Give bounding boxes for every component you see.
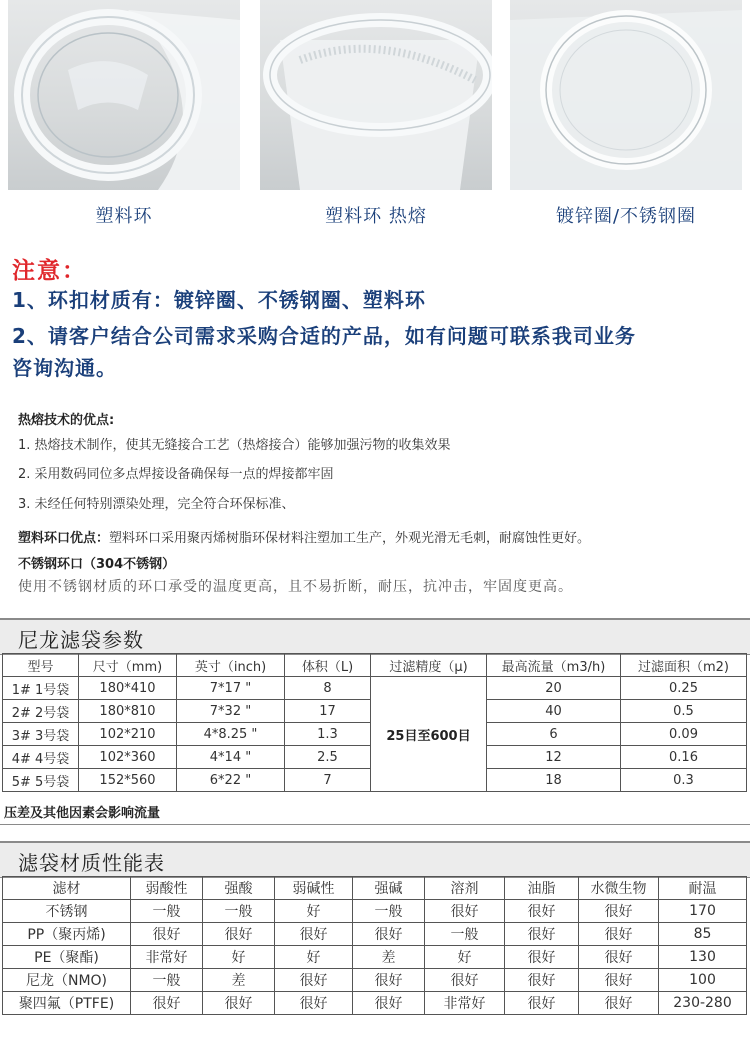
flow-note-row xyxy=(0,796,750,825)
size-cell: 152*560 xyxy=(79,769,177,792)
flow-cell: 20 xyxy=(487,677,621,700)
table-cell: 85 xyxy=(659,923,747,946)
table-cell: 很好 xyxy=(505,946,579,969)
model-cell: 3# 3号袋 xyxy=(3,723,79,746)
table-cell: 好 xyxy=(275,946,353,969)
model-cell: 2# 2号袋 xyxy=(3,700,79,723)
table-cell: 很好 xyxy=(505,992,579,1015)
table-cell: 很好 xyxy=(131,992,203,1015)
column-header: 过滤面积（m2) xyxy=(621,654,747,677)
advantages-title: 热熔技术的优点: xyxy=(18,413,115,428)
table-cell: 很好 xyxy=(353,969,425,992)
plastic-ring-hot-melt-photo xyxy=(260,0,492,190)
column-header: 型号 xyxy=(3,654,79,677)
column-header: 耐温 xyxy=(659,877,747,900)
table-cell: 很好 xyxy=(425,969,505,992)
table-cell: PP（聚丙烯) xyxy=(3,923,131,946)
table-cell: 一般 xyxy=(131,900,203,923)
inch-cell: 7*32 " xyxy=(177,700,285,723)
material-table-title: 滤袋材质性能表 xyxy=(18,851,165,875)
table-cell: 很好 xyxy=(203,923,275,946)
table-cell: 很好 xyxy=(131,923,203,946)
advantage-item: 2. 采用数码同位多点焊接设备确保每一点的焊接都牢固 xyxy=(18,467,334,482)
area-cell: 0.09 xyxy=(621,723,747,746)
table-cell: PE（聚酯) xyxy=(3,946,131,969)
model-cell: 5# 5号袋 xyxy=(3,769,79,792)
column-header: 弱酸性 xyxy=(131,877,203,900)
table-cell: 170 xyxy=(659,900,747,923)
material-performance-table xyxy=(2,876,747,1015)
steel-ring-image xyxy=(510,0,742,190)
table-row xyxy=(3,992,747,1015)
area-cell: 0.16 xyxy=(621,746,747,769)
notice-line-2: 2、请客户结合公司需求采购合适的产品，如有问题可联系我司业务 xyxy=(12,324,636,348)
table-row xyxy=(3,677,747,700)
nylon-params-table xyxy=(2,653,747,792)
advantage-item: 1. 热熔技术制作，使其无缝接合工艺（热熔接合）能够加强污物的收集效果 xyxy=(18,438,451,453)
advantage-item: 3. 未经任何特别漂染处理，完全符合环保标准、 xyxy=(18,497,295,512)
table-cell: 一般 xyxy=(425,923,505,946)
table-cell: 很好 xyxy=(275,992,353,1015)
table-cell: 差 xyxy=(353,946,425,969)
photo-caption: 塑料环 热熔 xyxy=(325,206,427,227)
table-cell: 100 xyxy=(659,969,747,992)
table-cell: 很好 xyxy=(203,992,275,1015)
steel-ring-label: 不锈钢环口（304不锈钢） xyxy=(18,557,176,572)
table-row xyxy=(3,946,747,969)
model-cell: 4# 4号袋 xyxy=(3,746,79,769)
column-header: 最高流量（m3/h) xyxy=(487,654,621,677)
inch-cell: 4*8.25 " xyxy=(177,723,285,746)
table-cell: 差 xyxy=(203,969,275,992)
area-cell: 0.25 xyxy=(621,677,747,700)
table-cell: 很好 xyxy=(579,923,659,946)
volume-cell: 8 xyxy=(285,677,371,700)
inch-cell: 7*17 " xyxy=(177,677,285,700)
table-cell: 聚四氟（PTFE) xyxy=(3,992,131,1015)
table-header-row xyxy=(3,877,747,900)
flow-cell: 12 xyxy=(487,746,621,769)
table-cell: 一般 xyxy=(353,900,425,923)
column-header: 强碱 xyxy=(353,877,425,900)
table-cell: 非常好 xyxy=(425,992,505,1015)
column-header: 溶剂 xyxy=(425,877,505,900)
notice-title: 注意： xyxy=(12,258,87,284)
column-header: 滤材 xyxy=(3,877,131,900)
column-header: 尺寸（mm) xyxy=(79,654,177,677)
model-cell: 1# 1号袋 xyxy=(3,677,79,700)
table-cell: 很好 xyxy=(425,900,505,923)
precision-cell: 25目至600目 xyxy=(371,677,487,792)
plastic-ring-image xyxy=(8,0,240,190)
flow-note: 压差及其他因素会影响流量 xyxy=(4,806,161,821)
flow-cell: 18 xyxy=(487,769,621,792)
table-cell: 很好 xyxy=(275,923,353,946)
size-cell: 102*360 xyxy=(79,746,177,769)
plastic-ring-advantage-text: 塑料环口采用聚丙烯树脂环保材料注塑加工生产，外观光滑无毛刺，耐腐蚀性更好。 xyxy=(109,531,591,546)
table-cell: 130 xyxy=(659,946,747,969)
table-cell: 好 xyxy=(275,900,353,923)
volume-cell: 17 xyxy=(285,700,371,723)
table-cell: 非常好 xyxy=(131,946,203,969)
table-cell: 好 xyxy=(203,946,275,969)
table-row xyxy=(3,969,747,992)
table-cell: 很好 xyxy=(579,900,659,923)
table-cell: 很好 xyxy=(579,946,659,969)
inch-cell: 4*14 " xyxy=(177,746,285,769)
inch-cell: 6*22 " xyxy=(177,769,285,792)
plastic-ring-advantage-label: 塑料环口优点： xyxy=(18,531,110,546)
table-cell: 很好 xyxy=(353,992,425,1015)
column-header: 体积（L) xyxy=(285,654,371,677)
size-cell: 102*210 xyxy=(79,723,177,746)
plastic-ring-hot-melt-image xyxy=(260,0,492,190)
column-header: 过滤精度（μ) xyxy=(371,654,487,677)
column-header: 水微生物 xyxy=(579,877,659,900)
flow-cell: 6 xyxy=(487,723,621,746)
column-header: 油脂 xyxy=(505,877,579,900)
table-row xyxy=(3,923,747,946)
steel-ring-photo xyxy=(510,0,742,190)
photo-caption: 镀锌圈/不锈钢圈 xyxy=(555,206,697,227)
product-photos xyxy=(0,0,750,240)
plastic-ring-photo xyxy=(8,0,240,190)
table-cell: 很好 xyxy=(353,923,425,946)
table-cell: 230-280 xyxy=(659,992,747,1015)
size-cell: 180*810 xyxy=(79,700,177,723)
column-header: 强酸 xyxy=(203,877,275,900)
flow-cell: 40 xyxy=(487,700,621,723)
table-cell: 好 xyxy=(425,946,505,969)
material-table-header xyxy=(0,841,750,878)
nylon-table-title: 尼龙滤袋参数 xyxy=(18,628,144,652)
volume-cell: 1.3 xyxy=(285,723,371,746)
table-cell: 尼龙（NMO) xyxy=(3,969,131,992)
table-cell: 很好 xyxy=(579,969,659,992)
table-cell: 很好 xyxy=(275,969,353,992)
table-cell: 很好 xyxy=(505,900,579,923)
area-cell: 0.5 xyxy=(621,700,747,723)
photo-caption: 塑料环 xyxy=(95,206,153,227)
notice-line-1: 1、环扣材质有：镀锌圈、不锈钢圈、塑料环 xyxy=(12,288,426,312)
plastic-ring-advantage xyxy=(18,527,590,546)
table-cell: 很好 xyxy=(505,969,579,992)
volume-cell: 2.5 xyxy=(285,746,371,769)
nylon-table-header xyxy=(0,618,750,655)
table-cell: 不锈钢 xyxy=(3,900,131,923)
notice-line-3: 咨询沟通。 xyxy=(12,356,117,380)
table-cell: 很好 xyxy=(505,923,579,946)
column-header: 弱碱性 xyxy=(275,877,353,900)
size-cell: 180*410 xyxy=(79,677,177,700)
area-cell: 0.3 xyxy=(621,769,747,792)
column-header: 英寸（inch) xyxy=(177,654,285,677)
steel-ring-text: 使用不锈钢材质的环口承受的温度更高，且不易折断，耐压，抗冲击，牢固度更高。 xyxy=(18,579,573,595)
table-cell: 一般 xyxy=(131,969,203,992)
table-cell: 一般 xyxy=(203,900,275,923)
table-cell: 很好 xyxy=(579,992,659,1015)
table-header-row xyxy=(3,654,747,677)
table-row xyxy=(3,900,747,923)
volume-cell: 7 xyxy=(285,769,371,792)
